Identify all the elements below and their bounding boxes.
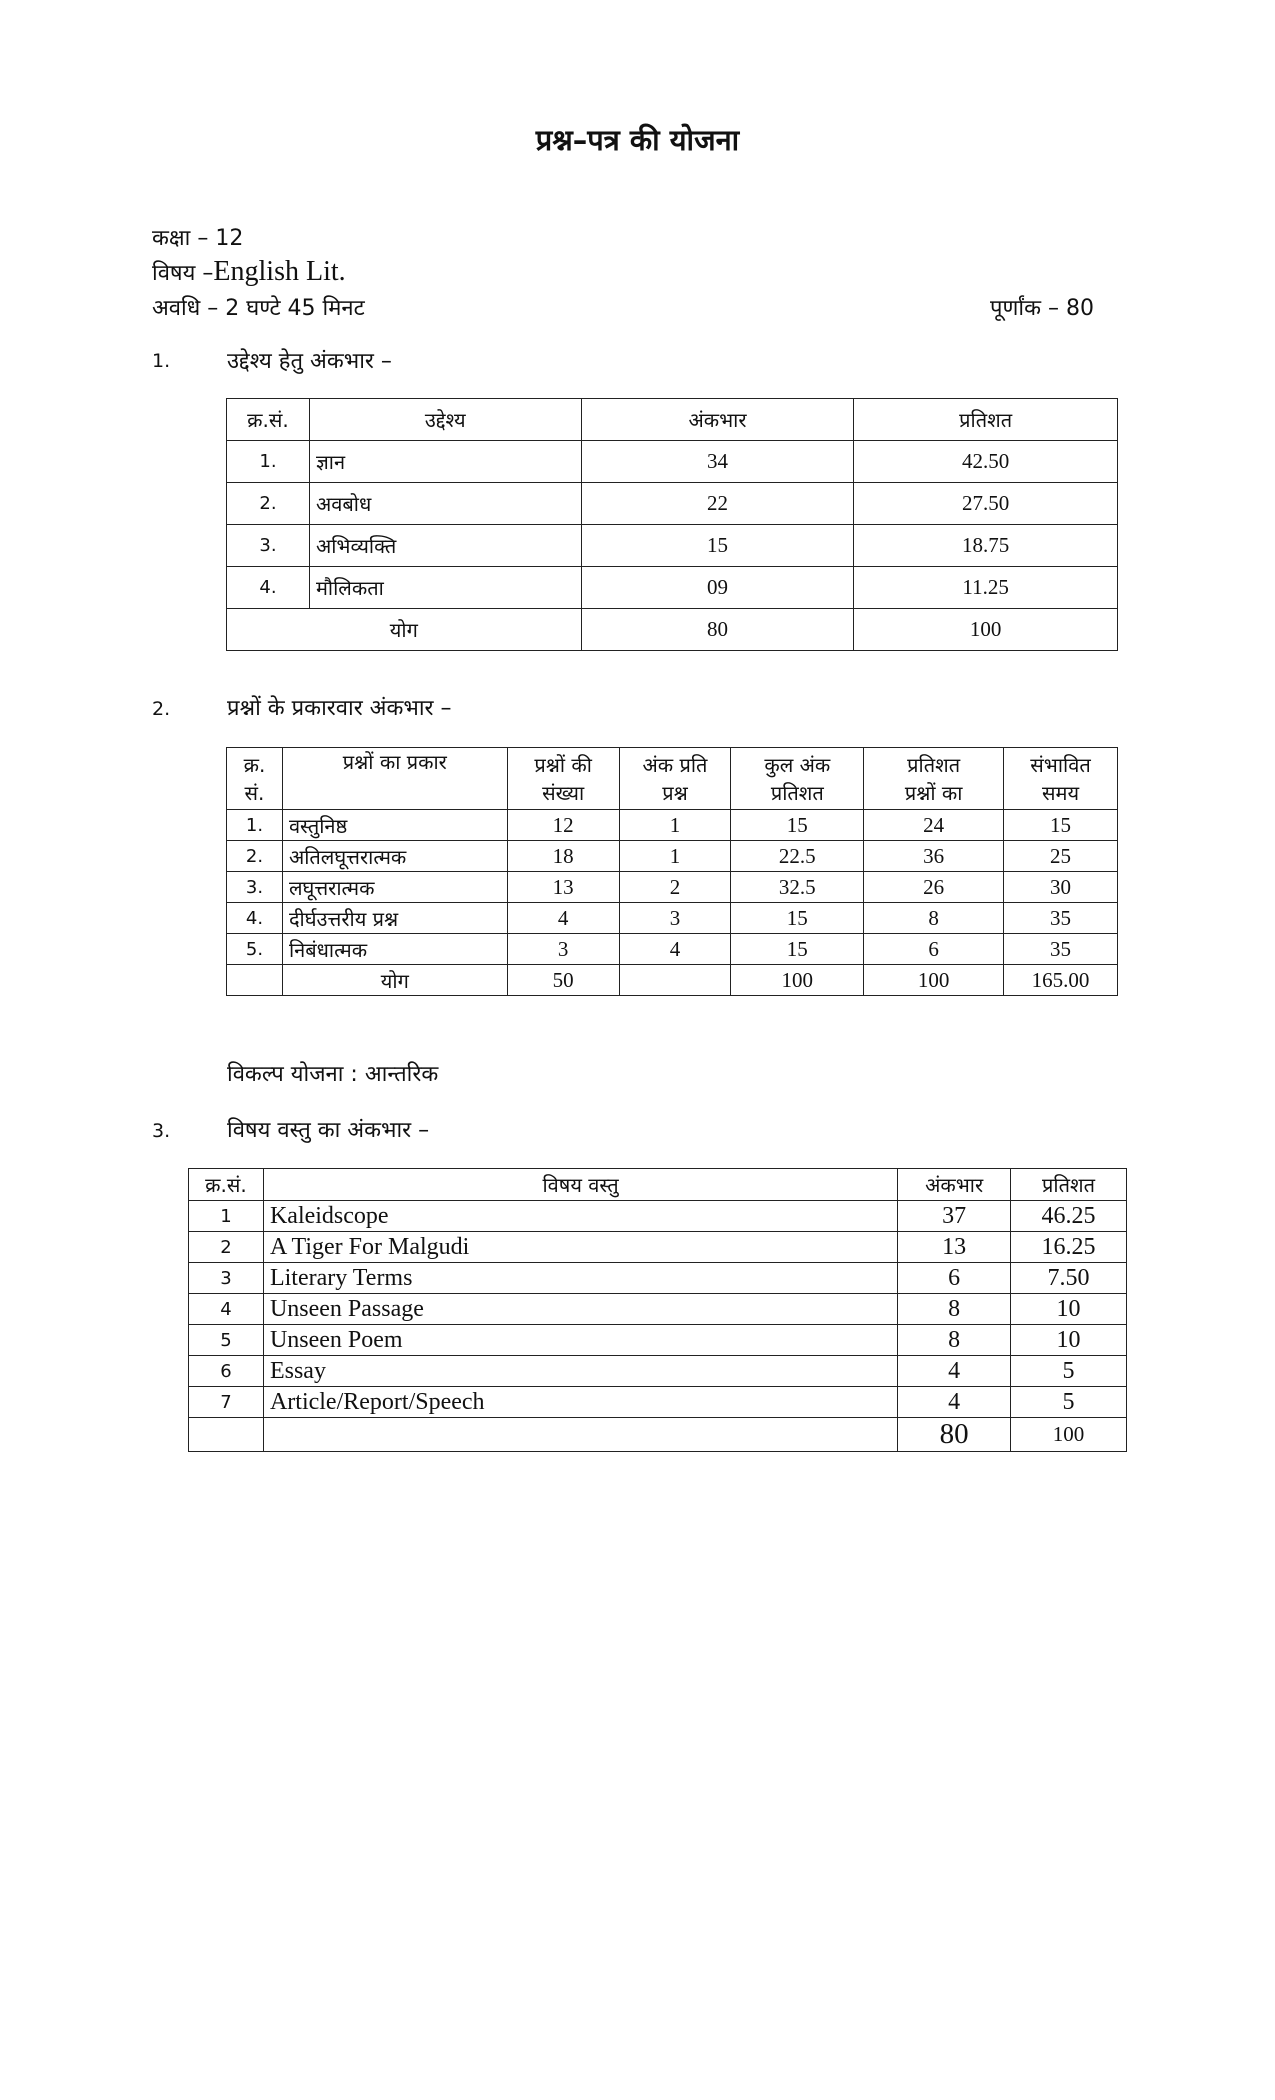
time-cell: 30 <box>1004 872 1118 903</box>
content-cell: Unseen Passage <box>263 1294 897 1325</box>
total-label: योग <box>282 965 507 996</box>
table-row <box>189 1387 1127 1418</box>
percent-cell: 16.25 <box>1011 1232 1127 1263</box>
column-header: प्रतिशत <box>1011 1169 1127 1201</box>
table-total-row <box>227 965 1118 996</box>
subject-line <box>152 256 346 288</box>
table-row <box>227 841 1118 872</box>
column-header: क्र.सं. <box>189 1169 264 1201</box>
section3-number: 3. <box>152 1120 171 1142</box>
per-cell: 2 <box>619 872 731 903</box>
content-table <box>188 1168 1127 1452</box>
total-count: 50 <box>507 965 619 996</box>
count-cell: 13 <box>507 872 619 903</box>
header-line: सं. <box>244 780 265 805</box>
column-header <box>507 748 619 810</box>
objective-cell: मौलिकता <box>309 567 581 609</box>
pct-cell: 6 <box>864 934 1004 965</box>
objective-table <box>226 398 1118 651</box>
time-cell: 25 <box>1004 841 1118 872</box>
marks-cell: 37 <box>898 1201 1011 1232</box>
sno-cell: 2. <box>227 841 283 872</box>
sno-cell: 1. <box>227 810 283 841</box>
header-line: क्र. <box>243 752 266 777</box>
marks-cell: 15 <box>581 525 854 567</box>
table-row <box>189 1263 1127 1294</box>
percent-cell: 27.50 <box>854 483 1118 525</box>
total-total: 100 <box>731 965 864 996</box>
content-cell: Literary Terms <box>263 1263 897 1294</box>
column-header: प्रतिशत <box>854 399 1118 441</box>
content-cell: A Tiger For Malgudi <box>263 1232 897 1263</box>
percent-cell: 46.25 <box>1011 1201 1127 1232</box>
percent-cell: 7.50 <box>1011 1263 1127 1294</box>
count-cell: 4 <box>507 903 619 934</box>
marks-cell: 8 <box>898 1294 1011 1325</box>
header-line: प्रतिशत <box>907 752 961 777</box>
percent-cell: 18.75 <box>854 525 1118 567</box>
sno-cell: 6 <box>189 1356 264 1387</box>
total-pct: 100 <box>864 965 1004 996</box>
question-type-table <box>226 747 1118 996</box>
column-header: उद्देश्य <box>309 399 581 441</box>
column-header <box>619 748 731 810</box>
table-row <box>189 1294 1127 1325</box>
table-row <box>227 525 1118 567</box>
type-cell: दीर्घउत्तरीय प्रश्न <box>282 903 507 934</box>
count-cell: 12 <box>507 810 619 841</box>
column-header <box>864 748 1004 810</box>
section3-heading: विषय वस्तु का अंकभार – <box>227 1118 430 1143</box>
column-header: विषय वस्तु <box>263 1169 897 1201</box>
header-line: संभावित <box>1030 752 1091 777</box>
per-cell: 4 <box>619 934 731 965</box>
column-header <box>731 748 864 810</box>
marks-cell: 34 <box>581 441 854 483</box>
count-cell: 3 <box>507 934 619 965</box>
total-cell: 22.5 <box>731 841 864 872</box>
max-marks: पूर्णांक – 80 <box>990 296 1094 321</box>
header-line: समय <box>1041 780 1080 805</box>
table-header-row <box>189 1169 1127 1201</box>
time-cell: 15 <box>1004 810 1118 841</box>
sno-cell: 3. <box>227 872 283 903</box>
class-label: कक्षा – 12 <box>152 226 244 251</box>
marks-cell: 6 <box>898 1263 1011 1294</box>
table-total-row <box>227 609 1118 651</box>
pct-cell: 36 <box>864 841 1004 872</box>
table-header-row <box>227 748 1118 810</box>
percent-cell: 5 <box>1011 1387 1127 1418</box>
header-line: प्रतिशत <box>770 780 824 805</box>
percent-cell: 10 <box>1011 1325 1127 1356</box>
marks-cell: 4 <box>898 1387 1011 1418</box>
content-cell: Article/Report/Speech <box>263 1387 897 1418</box>
sno-cell: 4 <box>189 1294 264 1325</box>
table-row <box>227 810 1118 841</box>
sno-cell: 5 <box>189 1325 264 1356</box>
sno-cell: 3 <box>189 1263 264 1294</box>
pct-cell: 26 <box>864 872 1004 903</box>
sno-cell: 4. <box>227 903 283 934</box>
header-line: कुल अंक <box>764 752 831 777</box>
empty-cell <box>189 1418 264 1452</box>
table-row <box>227 934 1118 965</box>
type-cell: लघूत्तरात्मक <box>282 872 507 903</box>
header-line: प्रश्नों का <box>904 780 963 805</box>
total-percent: 100 <box>1011 1418 1127 1452</box>
table-total-row <box>189 1418 1127 1452</box>
total-marks: 80 <box>898 1418 1011 1452</box>
per-cell: 1 <box>619 841 731 872</box>
total-marks: 80 <box>581 609 854 651</box>
duration: अवधि – 2 घण्टे 45 मिनट <box>152 296 365 321</box>
percent-cell: 42.50 <box>854 441 1118 483</box>
column-header <box>1004 748 1118 810</box>
section2-heading: प्रश्नों के प्रकारवार अंकभार – <box>227 696 452 721</box>
per-cell: 3 <box>619 903 731 934</box>
table-row <box>189 1201 1127 1232</box>
total-percent: 100 <box>854 609 1118 651</box>
sno-cell: 1 <box>189 1201 264 1232</box>
sno-cell: 3. <box>227 525 310 567</box>
column-header: प्रश्नों का प्रकार <box>282 748 507 810</box>
sno-cell: 5. <box>227 934 283 965</box>
table-row <box>189 1356 1127 1387</box>
time-cell: 35 <box>1004 934 1118 965</box>
sno-cell: 2. <box>227 483 310 525</box>
table-row <box>227 872 1118 903</box>
marks-cell: 09 <box>581 567 854 609</box>
table-row <box>227 567 1118 609</box>
header-line: अंक प्रति <box>642 752 708 777</box>
table-row <box>227 903 1118 934</box>
total-cell: 32.5 <box>731 872 864 903</box>
content-cell: Essay <box>263 1356 897 1387</box>
total-time: 165.00 <box>1004 965 1118 996</box>
subject-value: English Lit. <box>213 256 346 287</box>
page-title: प्रश्न–पत्र की योजना <box>535 123 740 157</box>
table-row <box>189 1325 1127 1356</box>
percent-cell: 5 <box>1011 1356 1127 1387</box>
marks-cell: 8 <box>898 1325 1011 1356</box>
table-row <box>189 1232 1127 1263</box>
total-cell: 15 <box>731 810 864 841</box>
empty-cell <box>263 1418 897 1452</box>
section1-heading: उद्देश्य हेतु अंकभार – <box>227 349 392 374</box>
header-line: प्रश्नों की <box>534 752 592 777</box>
count-cell: 18 <box>507 841 619 872</box>
table-row <box>227 483 1118 525</box>
total-per <box>619 965 731 996</box>
objective-cell: अभिव्यक्ति <box>309 525 581 567</box>
content-cell: Kaleidscope <box>263 1201 897 1232</box>
sno-cell: 2 <box>189 1232 264 1263</box>
option-scheme: विकल्प योजना : आन्तरिक <box>227 1062 439 1087</box>
sno-cell: 1. <box>227 441 310 483</box>
header-line: संख्या <box>542 780 585 805</box>
table-row <box>227 441 1118 483</box>
type-cell: निबंधात्मक <box>282 934 507 965</box>
total-label: योग <box>227 609 582 651</box>
pct-cell: 8 <box>864 903 1004 934</box>
marks-cell: 4 <box>898 1356 1011 1387</box>
column-header: क्र.सं. <box>227 399 310 441</box>
column-header: अंकभार <box>581 399 854 441</box>
pct-cell: 24 <box>864 810 1004 841</box>
type-cell: अतिलघूत्तरात्मक <box>282 841 507 872</box>
subject-label: विषय – <box>152 261 214 286</box>
time-cell: 35 <box>1004 903 1118 934</box>
type-cell: वस्तुनिष्ठ <box>282 810 507 841</box>
percent-cell: 11.25 <box>854 567 1118 609</box>
total-cell: 15 <box>731 934 864 965</box>
header-line: प्रश्न <box>662 780 688 805</box>
marks-cell: 22 <box>581 483 854 525</box>
sno-cell: 7 <box>189 1387 264 1418</box>
total-cell: 15 <box>731 903 864 934</box>
marks-cell: 13 <box>898 1232 1011 1263</box>
column-header: अंकभार <box>898 1169 1011 1201</box>
percent-cell: 10 <box>1011 1294 1127 1325</box>
content-cell: Unseen Poem <box>263 1325 897 1356</box>
per-cell: 1 <box>619 810 731 841</box>
table-header-row <box>227 399 1118 441</box>
objective-cell: अवबोध <box>309 483 581 525</box>
empty-cell <box>227 965 283 996</box>
objective-cell: ज्ञान <box>309 441 581 483</box>
section1-number: 1. <box>152 350 171 372</box>
sno-cell: 4. <box>227 567 310 609</box>
section2-number: 2. <box>152 698 171 720</box>
column-header <box>227 748 283 810</box>
